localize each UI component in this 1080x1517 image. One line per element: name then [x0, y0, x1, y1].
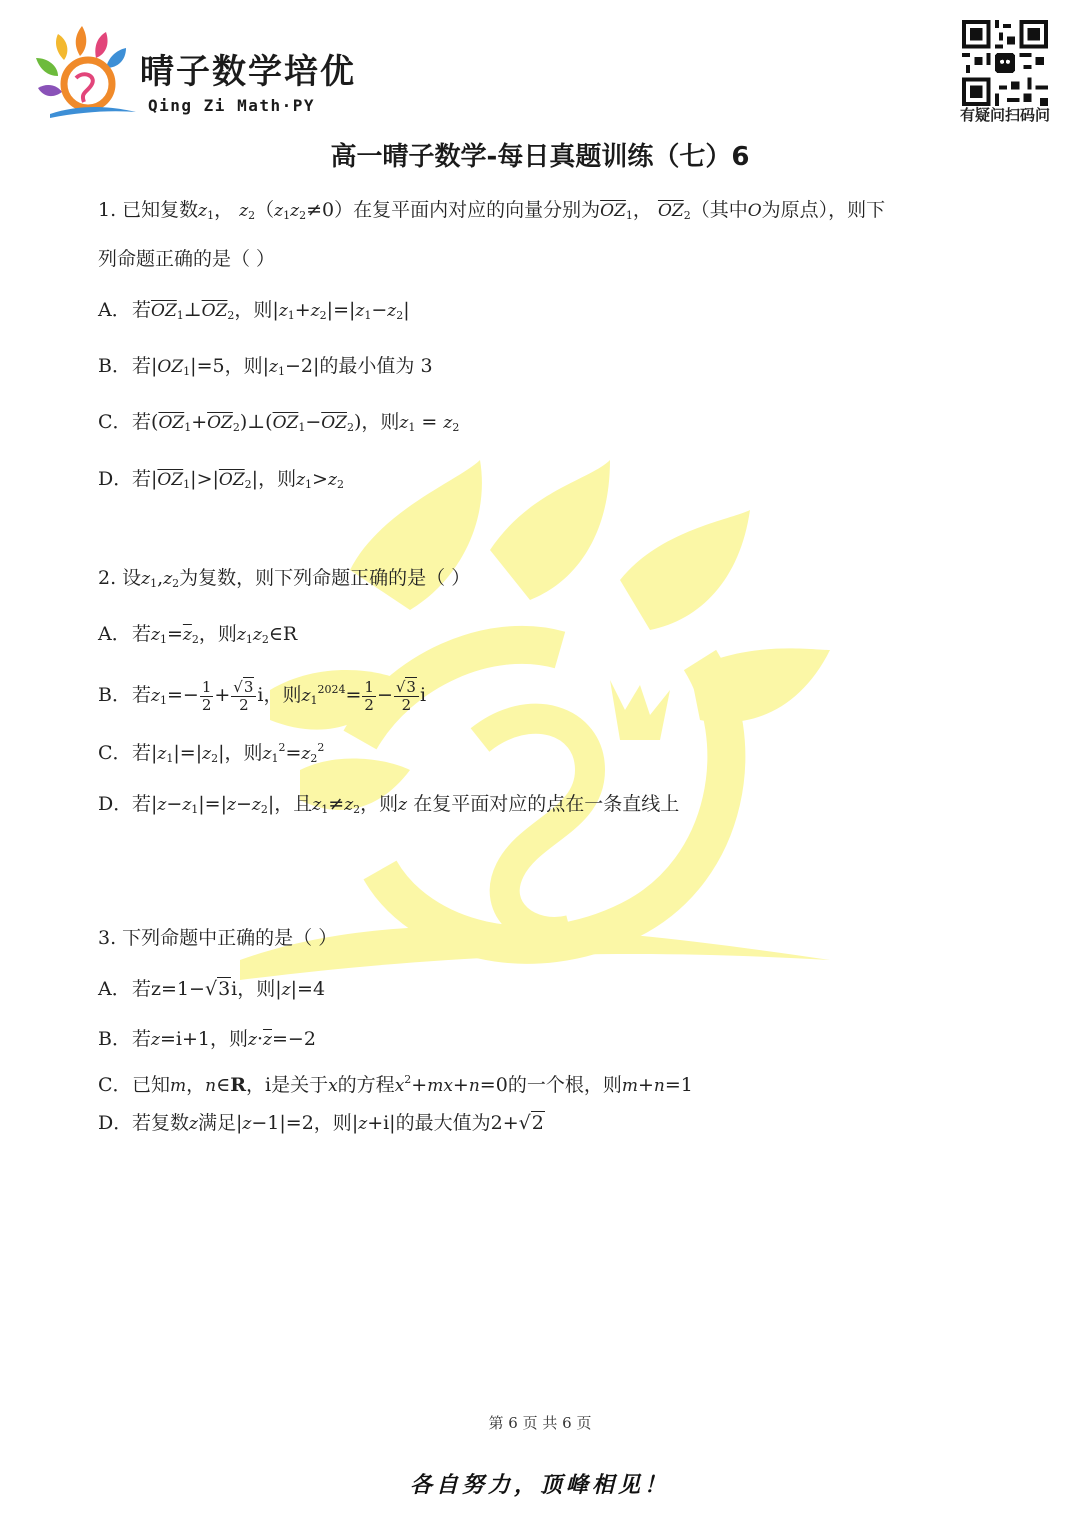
flower-logo-icon	[30, 18, 140, 128]
q1-stem-line2: 列命题正确的是（ ）	[98, 248, 276, 270]
q2-option-a: A．若$z1=\overline{z}2$，则z1z2∈R	[98, 623, 298, 646]
q3-option-b: B．若z=i+1，则$z\cdot\overline{z}=-2$	[98, 1028, 316, 1050]
q2-option-d: D．若|z−z1|=|z−z2|，且z1≠z2，则z 在复平面对应的点在一条直线上	[98, 793, 680, 816]
q3-option-d: D．若复数z满足|z−1|=2，则|z+i|的最大值为2+√2	[98, 1112, 544, 1134]
q2-stem: 2. 设z1,z2为复数，则下列命题正确的是（ ）	[98, 567, 471, 590]
brand-name-cn: 晴子数学培优	[140, 52, 356, 92]
q3-option-a: A．若z=1−√3i，则|z|=4	[98, 978, 326, 1000]
q1-stem: 1. 已知复数z1， z2（z1z2≠0）在复平面内对应的向量分别为$\overline{OZ}1$， $\overline{OZ}2$（其中O为原点），则下	[98, 199, 886, 222]
q1-option-a: A．若$\overline{OZ}1\perp\overline{OZ}2$，则|z1+z2|=|z1−z2|	[98, 299, 410, 322]
q2-option-b: B．若z1=− $\frac{1}{2}$ + $\frac{√3}{2}$ i，则$z1^{2024}=$ $\frac{1}{2}$ − $\frac{√3}{2}$ i	[98, 677, 427, 714]
watermark-logo	[230, 440, 860, 1000]
q3-option-c: C．已知m，n∈R，i是关于x的方程$x^2+mx+n=0$的一个根，则m+n=1	[98, 1073, 693, 1096]
brand-name-en: Qing Zi Math·PY	[148, 96, 315, 115]
q2-option-c: C．若|z1|=|z2|，则$z1^2=z2^2$	[98, 741, 325, 765]
qr-code-icon	[962, 20, 1048, 106]
motto: 各自努力，顶峰相见！	[409, 1472, 670, 1498]
page-number: 第 6 页 共 6 页	[488, 1414, 592, 1432]
q3-stem: 3. 下列命题中正确的是（ ）	[98, 927, 338, 949]
q1-option-b: B．若|OZ1|=5，则|z1−2|的最小值为 3	[98, 355, 433, 378]
q1-option-d: D．若$|\overline{OZ}1|>|\overline{OZ}2|$，则z1>z2	[98, 468, 344, 491]
q1-option-c: C．若$(\overline{OZ}1+\overline{OZ}2)\perp(\overline{OZ}1-\overline{OZ}2)$，则z1 = z2	[98, 411, 460, 434]
qr-caption: 有疑问扫码问	[959, 106, 1050, 124]
page-title: 高一晴子数学-每日真题训练（七）6	[330, 142, 750, 172]
